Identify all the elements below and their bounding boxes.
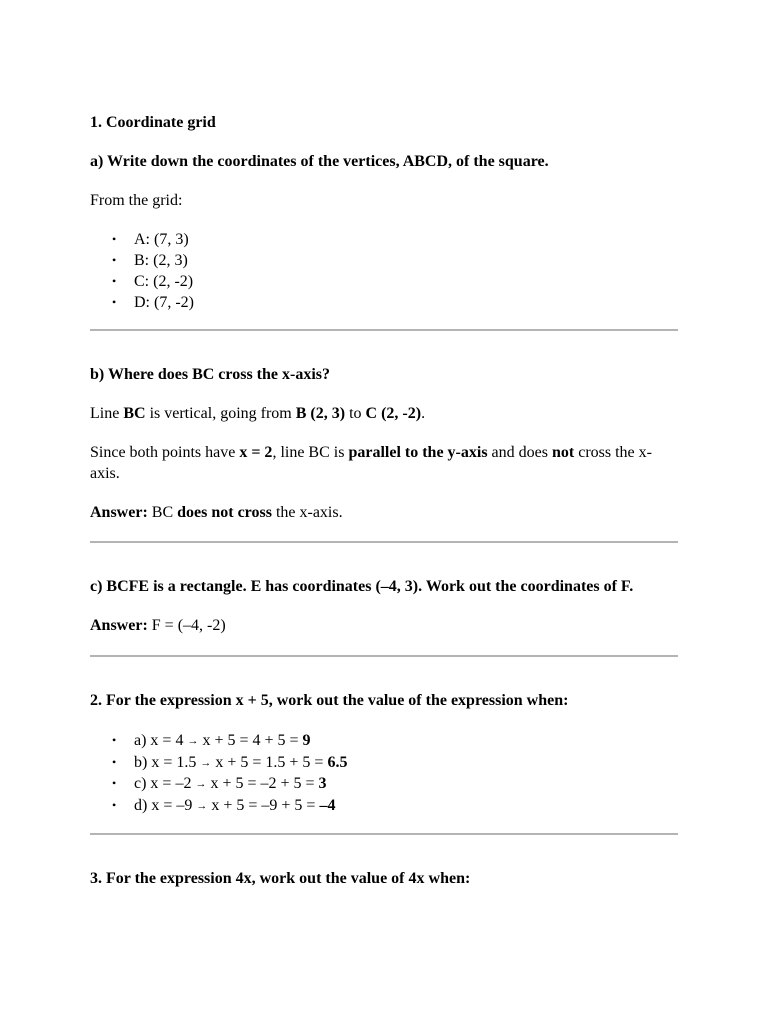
q2-title: 2. For the expression x + 5, work out the value of the expression when:: [90, 691, 569, 709]
q1b-line2: Since both points have x = 2, line BC is parallel to the y-axis and does not cross the x-axis.: [90, 443, 652, 482]
list-item: • b) x = 1.5 → x + 5 = 1.5 + 5 = 6.5: [134, 752, 678, 774]
q1a-intro: From the grid:: [90, 191, 183, 209]
q1c-question: c) BCFE is a rectangle. E has coordinates (–4, 3). Work out the coordinates of F.: [90, 578, 634, 596]
list-item: • a) x = 4 → x + 5 = 4 + 5 = 9: [134, 730, 678, 752]
section-divider: [90, 655, 678, 657]
q2-answers-list: [90, 730, 678, 817]
answer-label: Answer:: [90, 617, 148, 635]
q1b-question: b) Where does BC cross the x-axis?: [90, 366, 330, 384]
q3-title: 3. For the expression 4x, work out the value of 4x when:: [90, 870, 471, 888]
list-item: • B: (2, 3): [134, 250, 678, 271]
q1b-answer: Answer: BC does not cross the x-axis.: [90, 503, 343, 521]
list-item: • A: (7, 3): [134, 229, 678, 250]
arrow-icon: →: [195, 778, 207, 791]
section-divider: [90, 329, 678, 331]
list-item: • C: (2, -2): [134, 271, 678, 292]
q1c-answer: Answer: F = (–4, -2): [90, 617, 226, 635]
vertices-list: [90, 229, 678, 313]
arrow-icon: →: [187, 734, 199, 747]
list-item: • c) x = –2 → x + 5 = –2 + 5 = 3: [134, 773, 678, 795]
arrow-icon: →: [196, 800, 208, 813]
list-item: • d) x = –9 → x + 5 = –9 + 5 = –4: [134, 795, 678, 817]
answer-label: Answer:: [90, 503, 148, 521]
q1a-question: a) Write down the coordinates of the vertices, ABCD, of the square.: [90, 152, 549, 170]
section-divider: [90, 541, 678, 543]
q1b-line1: Line BC is vertical, going from B (2, 3) to C (2, -2).: [90, 405, 426, 423]
section-divider: [90, 833, 678, 835]
arrow-icon: →: [200, 756, 212, 769]
list-item: • D: (7, -2): [134, 292, 678, 313]
q1-title: 1. Coordinate grid: [90, 114, 216, 131]
